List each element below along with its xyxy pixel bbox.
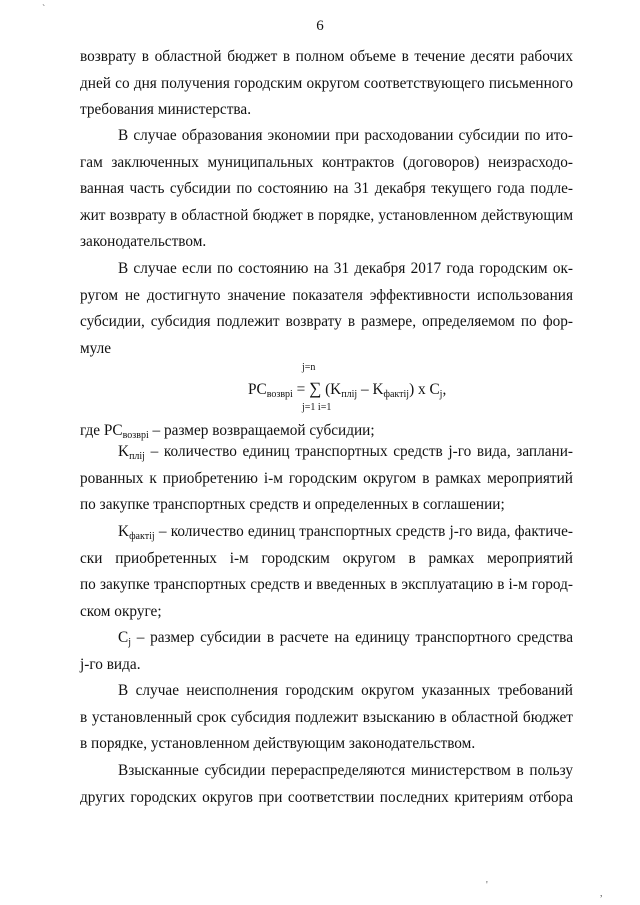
definition-k-plan <box>80 439 573 519</box>
sum-lower-limit: j=1 i=1 <box>302 402 332 413</box>
text-line: В случае неисполнения городским округом указанных требований <box>118 682 573 699</box>
text-line: дней со дня получения городским округом соответствующего письменного <box>80 74 573 92</box>
text-line: $C_j$ – размер субсидии в расчете на единицу транспортного средства <box>118 629 573 648</box>
text-line: законодательством. <box>80 233 207 251</box>
sum-sign: ∑ <box>309 379 322 398</box>
paragraph-recovery <box>80 678 573 758</box>
text-line: в установленный срок субсидия подлежит взысканию в областной бюджет <box>80 708 573 726</box>
text-line: ругом не достигнуто значение показателя эффективности использования <box>80 286 573 304</box>
text-line: ски приобретенных i-м городским округом в рамках мероприятий <box>80 549 573 567</box>
page-number: 6 <box>316 18 324 34</box>
text-line: рованных к приобретению i-м городским округом в рамках мероприятий <box>80 469 573 487</box>
text-line: ванная часть субсидии по состоянию на 31 декабря текущего года подле- <box>80 180 573 198</box>
text-line: $K_{плij}$ – количество единиц транспортных средств j-го вида, заплани- <box>118 443 573 462</box>
text-line: субсидии, субсидия подлежит возврату в размере, определяемом по фор- <box>80 313 573 331</box>
definition-k-fact <box>80 519 573 625</box>
text-line: ском округе; <box>80 602 162 620</box>
text-line: по закупке транспортных средств и введенных в эксплуатацию в i-м город- <box>80 576 573 594</box>
paragraph-savings <box>80 123 573 256</box>
text-line: В случае образования экономии при расходовании субсидии по ито- <box>118 127 573 144</box>
definition-c <box>80 625 573 678</box>
text-line: по закупке транспортных средств и определенных в соглашении; <box>80 496 505 514</box>
scan-mark: ' <box>486 880 488 891</box>
refund-formula <box>248 362 568 420</box>
text-line: В случае если по состоянию на 31 декабря 2017 года городским ок- <box>118 260 573 277</box>
text-line: j-го вида. <box>80 655 141 673</box>
text-line: Взысканные субсидии перераспределяются министерством в пользу <box>118 762 573 779</box>
paragraph-continuation <box>80 44 573 124</box>
scan-mark: ` <box>42 4 46 15</box>
definition-pc: где $PC_{возврi}$ – размер возвращаемой субсидии; <box>80 422 375 441</box>
sum-upper-limit: j=n <box>302 362 316 373</box>
formula-expression: $PC_{возврi}$ = ∑ $(K_{плij} - K_{фактij})$ x $C_j$, <box>248 379 447 400</box>
text-line: $K_{фактij}$ – количество единиц транспортных средств j-го вида, фактиче- <box>118 523 573 542</box>
text-line: в порядке, установленном действующим законодательством. <box>80 735 476 753</box>
text-line: требования министерства. <box>80 101 252 119</box>
text-line: других городских округов при соответствии последних критериям отбора <box>80 788 573 806</box>
text-line: жит возврату в областной бюджет в порядке, установленном действующим <box>80 206 573 224</box>
scan-mark: , <box>600 888 603 899</box>
text-line: возврату в областной бюджет в полном объеме в течение десяти рабочих <box>80 48 573 65</box>
text-line: муле <box>80 339 112 357</box>
text-line: гам заключенных муниципальных контрактов (договоров) неизрасходо- <box>80 153 573 171</box>
paragraph-efficiency <box>80 256 573 362</box>
paragraph-redistribution <box>80 758 573 811</box>
